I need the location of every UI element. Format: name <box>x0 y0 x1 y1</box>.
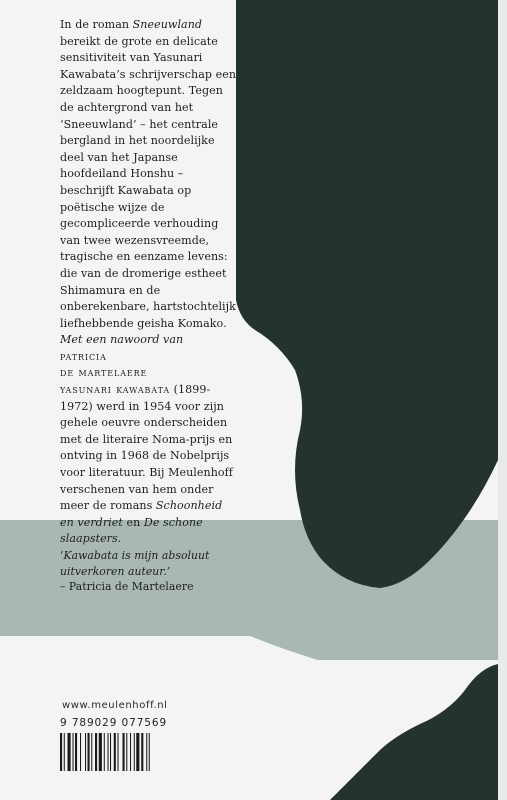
barcode-bar <box>60 733 62 771</box>
barcode-bar <box>110 733 111 771</box>
author-bio <box>60 382 238 548</box>
barcode-bar <box>114 733 116 771</box>
barcode-bar <box>104 733 105 771</box>
barcode-bar <box>64 733 65 771</box>
quote-text: ‘Kawabata is mijn absoluut uitverkoren auteur.’ <box>60 549 210 578</box>
bio-title-1: Schoonheid en verdriet <box>60 499 223 529</box>
afterword-author-last: de martelaere <box>60 366 148 380</box>
spine-strip <box>498 0 507 800</box>
publisher-url[interactable]: www.meulenhoff.nl <box>62 700 168 711</box>
barcode-bar <box>99 733 102 771</box>
back-cover-text <box>60 17 238 595</box>
barcode-bar <box>80 733 81 771</box>
book-title-inline: Sneeuwland <box>132 18 203 31</box>
barcode-bar <box>134 733 135 771</box>
barcode-bar <box>95 733 97 771</box>
bio-text-3: . <box>117 532 122 546</box>
afterword-author-first: patricia <box>60 349 107 363</box>
bio-text-1: (1899-1972) werd in 1954 voor zijn gehele oeuvre onderscheiden met de literaire Noma-prijs en ontving in 1968 de Nobelprijs voor literatuur. Bij Meulenhoff verschenen van hem onder meer de romans <box>60 383 233 513</box>
barcode-bar <box>68 733 71 771</box>
barcode-bar <box>73 733 74 771</box>
author-name: yasunari kawabata <box>60 383 171 397</box>
barcode-bar <box>146 733 147 771</box>
blurb-text-rest: bereikt de grote en delicate sensitiviteit van Yasunari Kawabata’s schrijverschap een zeldzaam hoogtepunt. Tegen de achtergrond van het ‘Sneeuwland’ – het centrale bergland in het noordelijke deel van het Japanse hoofdeiland Honshu – beschrijft Kawabata op poëtische wijze de gecompliceerde verhouding van twee wezensvreemde, tragische en eenzame levens: die van de dromerige estheet Shimamura en de onberekenbare, hartstochtelijk liefhebbende geisha Komako. <box>60 34 237 330</box>
barcode-bar <box>141 733 143 771</box>
barcode-bar <box>91 733 92 771</box>
isbn-barcode <box>60 717 180 772</box>
barcode-bar <box>126 733 127 771</box>
quote-attribution: – Patricia de Martelaere <box>60 580 194 594</box>
barcode-bar <box>108 733 109 771</box>
barcode-bar <box>130 733 131 771</box>
blurb-paragraph <box>60 17 238 332</box>
dark-ink-shape <box>236 0 498 588</box>
barcode-bar <box>123 733 125 771</box>
afterword-lead: Met een nawoord van <box>60 333 184 347</box>
barcode-bar <box>88 733 90 771</box>
review-quote <box>60 548 238 595</box>
afterword-credit <box>60 332 238 382</box>
barcode-number: 9 789029 077569 <box>60 717 168 729</box>
bio-text-2: en <box>122 515 144 529</box>
blurb-text-start: In de roman <box>60 18 133 31</box>
bio-title-2: De schone slaapsters <box>60 515 203 546</box>
barcode-bars <box>60 733 178 771</box>
barcode-bar <box>75 733 77 771</box>
barcode-bar <box>85 733 86 771</box>
barcode-bar <box>136 733 139 771</box>
lower-ink-wedge <box>330 664 498 800</box>
barcode-bar <box>149 733 150 771</box>
barcode-bar <box>118 733 119 771</box>
